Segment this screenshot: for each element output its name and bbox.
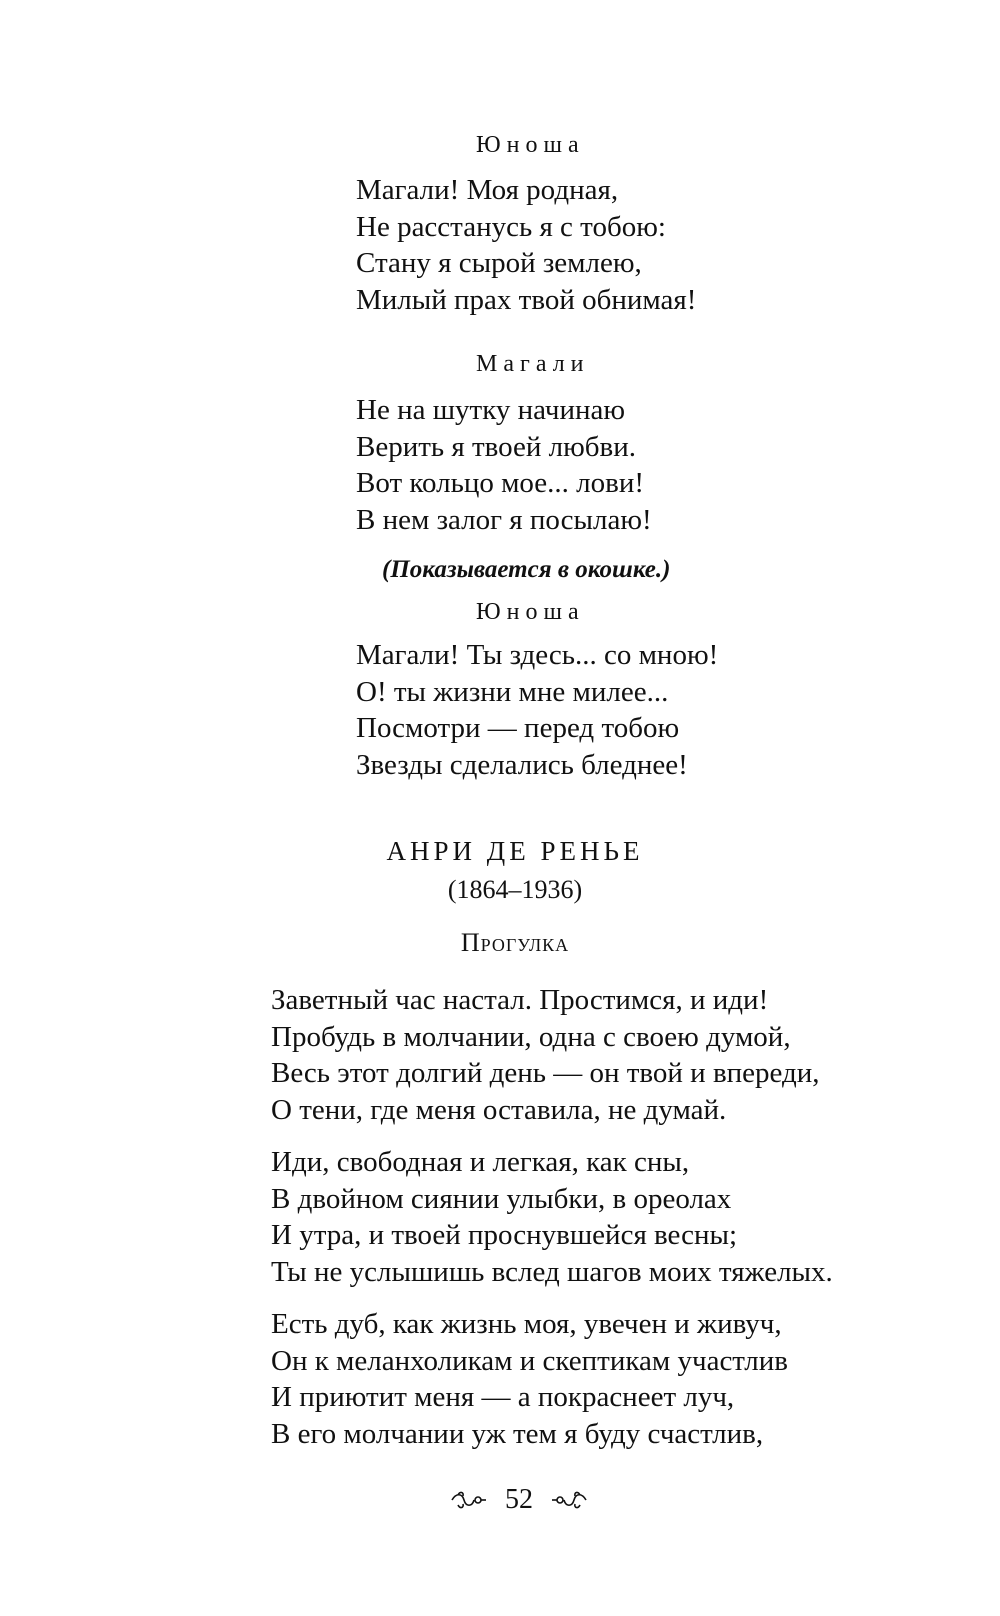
speaker-name: Магали xyxy=(476,351,590,377)
speaker-name: Юноша xyxy=(476,132,585,158)
verse-line: Верить я твоей любви. xyxy=(356,430,636,463)
speaker-name: Юноша xyxy=(476,599,585,625)
verse-line: Посмотри — перед тобою xyxy=(356,712,680,744)
verse-line: Звезды сделались бледнее! xyxy=(356,748,688,781)
verse-line: О тени, где меня оставила, не думай. xyxy=(271,1093,727,1126)
dialogue-stanza xyxy=(356,637,718,783)
verse-line: Есть дуб, как жизнь моя, увечен и живуч, xyxy=(271,1308,782,1340)
poem-stanza xyxy=(271,1306,788,1452)
verse-line: Стану я сырой землею, xyxy=(356,247,642,279)
verse-line: Он к меланхоликам и скептикам участлив xyxy=(271,1344,788,1377)
poem-title: Прогулка xyxy=(460,928,570,957)
poem-stanza xyxy=(271,1144,833,1290)
floral-ornament-icon xyxy=(550,1489,590,1511)
verse-line: В его молчании уж тем я буду счастлив, xyxy=(271,1417,764,1450)
dialogue-stanza xyxy=(356,172,696,318)
page-footer xyxy=(0,1482,1000,1516)
stage-direction: (Показывается в окошке.) xyxy=(382,556,671,583)
verse-line: Не на шутку начинаю xyxy=(356,394,626,426)
verse-line: И утра, и твоей проснувшейся весны; xyxy=(271,1219,738,1251)
page-number: 52 xyxy=(505,1483,533,1515)
verse-line: В нем залог я посылаю! xyxy=(356,503,652,536)
verse-line: И приютит меня — а покраснеет луч, xyxy=(271,1381,735,1413)
author-years: (1864–1936) xyxy=(447,875,583,904)
verse-line: Иди, свободная и легкая, как сны, xyxy=(271,1146,690,1178)
poem-stanza xyxy=(271,982,820,1128)
verse-line: Не расстанусь я с тобою: xyxy=(356,210,666,243)
verse-line: О! ты жизни мне милее... xyxy=(356,675,669,708)
verse-line: В двойном сиянии улыбки, в ореолах xyxy=(271,1182,732,1215)
verse-line: Магали! Моя родная, xyxy=(356,174,619,206)
floral-ornament-icon xyxy=(448,1489,488,1511)
author-name: АНРИ ДЕ РЕНЬЕ xyxy=(386,836,644,866)
dialogue-stanza xyxy=(356,392,652,538)
verse-line: Милый прах твой обнимая! xyxy=(356,283,697,316)
verse-line: Заветный час настал. Простимся, и иди! xyxy=(271,984,769,1016)
verse-line: Магали! Ты здесь... со мною! xyxy=(356,639,719,671)
verse-line: Вот кольцо мое... лови! xyxy=(356,467,645,499)
verse-line: Весь этот долгий день — он твой и впереди, xyxy=(271,1057,820,1089)
verse-line: Ты не услышишь вслед шагов моих тяжелых. xyxy=(271,1255,833,1288)
verse-line: Пробудь в молчании, одна с своею думой, xyxy=(271,1020,791,1053)
